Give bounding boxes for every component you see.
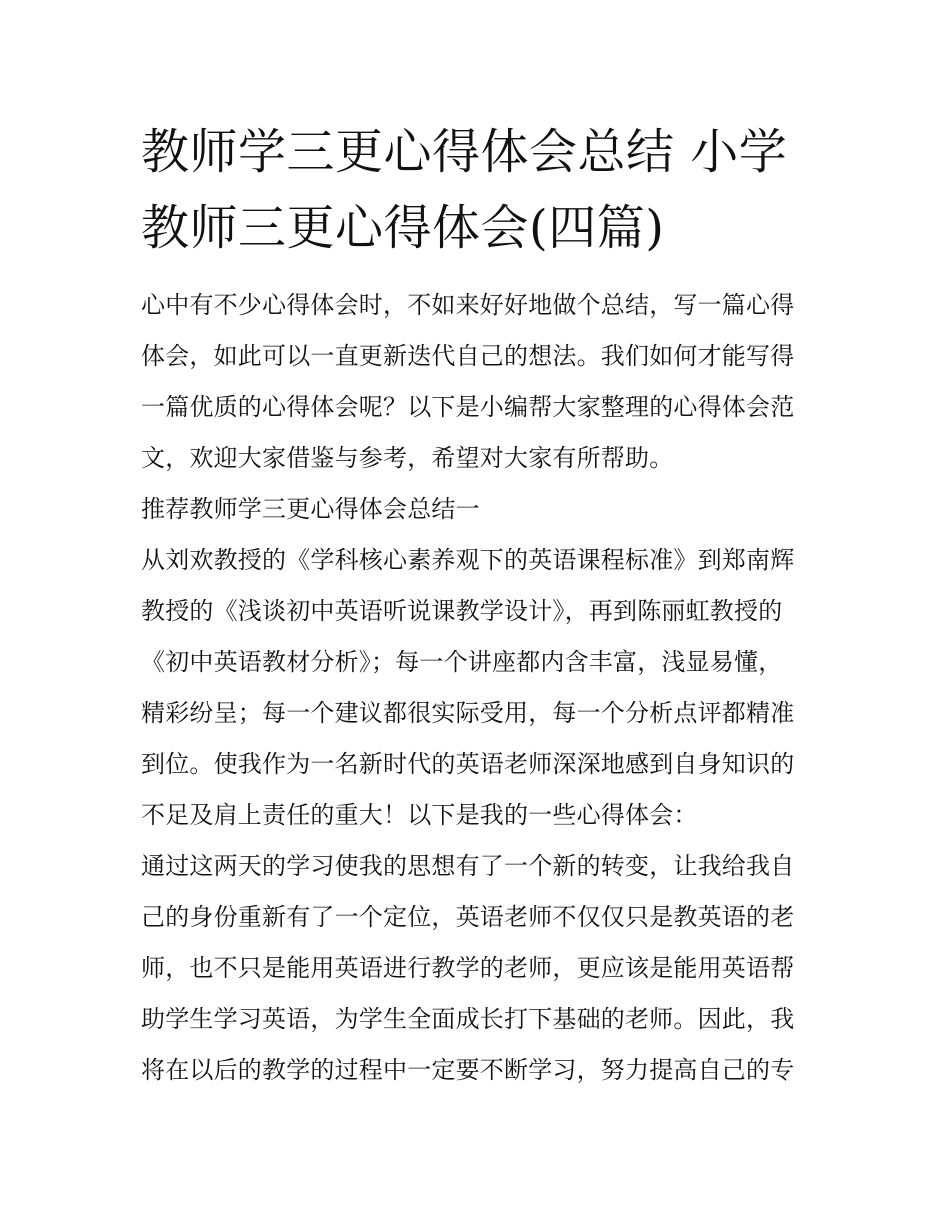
paragraph-line: 《初中英语教材分析》；每一个讲座都内含丰富，浅显易懂， bbox=[141, 648, 783, 676]
intro-line: 一篇优质的心得体会呢？以下是小编帮大家整理的心得体会范 bbox=[141, 393, 795, 421]
intro-line: 文，欢迎大家借鉴与参考，希望对大家有所帮助。 bbox=[141, 444, 674, 472]
paragraph-line: 将在以后的教学的过程中一定要不断学习，努力提高自己的专 bbox=[141, 1056, 795, 1084]
paragraph-line: 教授的《浅谈初中英语听说课教学设计》，再到陈丽虹教授的 bbox=[141, 597, 783, 625]
intro-line: 体会，如此可以一直更新迭代自己的想法。我们如何才能写得 bbox=[141, 342, 795, 370]
section-heading: 推荐教师学三更心得体会总结一 bbox=[141, 495, 480, 523]
paragraph-line: 从刘欢教授的《学科核心素养观下的英语课程标准》到郑南辉 bbox=[141, 546, 795, 574]
title-line: 教师三更心得体会(四篇) bbox=[141, 200, 665, 256]
paragraph-line: 通过这两天的学习使我的思想有了一个新的转变，让我给我自 bbox=[141, 852, 795, 880]
title-line: 教师学三更心得体会总结 小学 bbox=[141, 124, 788, 180]
paragraph-line: 师，也不只是能用英语进行教学的老师，更应该是能用英语帮 bbox=[141, 954, 795, 982]
paragraph-line: 己的身份重新有了一个定位，英语老师不仅仅只是教英语的老 bbox=[141, 903, 795, 931]
document-body bbox=[141, 280, 821, 1096]
paragraph-line: 助学生学习英语，为学生全面成长打下基础的老师。因此，我 bbox=[141, 1005, 795, 1033]
paragraph-line: 到位。使我作为一名新时代的英语老师深深地感到自身知识的 bbox=[141, 750, 795, 778]
document-title bbox=[141, 114, 821, 266]
intro-line: 心中有不少心得体会时，不如来好好地做个总结，写一篇心得 bbox=[141, 291, 795, 319]
paragraph-line: 不足及肩上责任的重大！以下是我的一些心得体会： bbox=[141, 801, 698, 829]
paragraph-line: 精彩纷呈；每一个建议都很实际受用，每一个分析点评都精准 bbox=[141, 699, 795, 727]
